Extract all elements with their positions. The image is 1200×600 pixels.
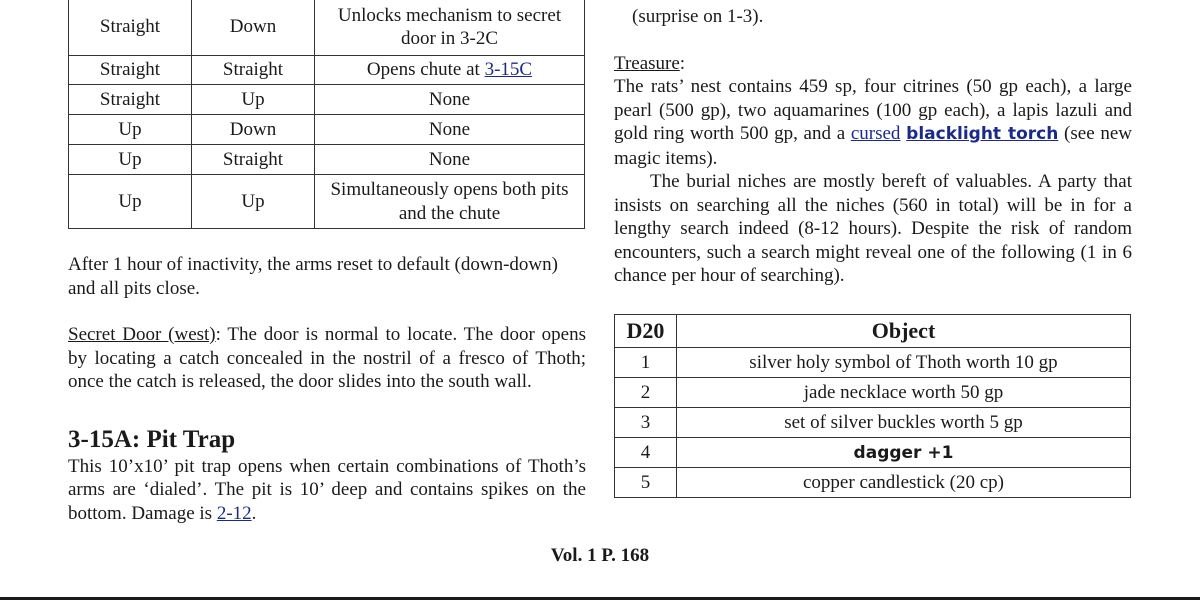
arm2-cell: Up <box>192 175 315 229</box>
object-cell-magic-item: dagger +1 <box>677 438 1131 468</box>
reset-paragraph: After 1 hour of inactivity, the arms reset to default (down-down) and all pits close. <box>68 254 558 299</box>
effect-cell: None <box>315 85 585 115</box>
table-row <box>615 378 1131 408</box>
arm1-cell: Up <box>69 145 192 175</box>
pit-trap-paragraph <box>68 455 586 526</box>
table-row <box>615 408 1131 438</box>
roll-cell: 5 <box>615 468 677 498</box>
object-cell: set of silver buckles worth 5 gp <box>677 408 1131 438</box>
roll-cell: 3 <box>615 408 677 438</box>
roll-cell: 4 <box>615 438 677 468</box>
pit-trap-text: This 10’x10’ pit trap opens when certain combinations of Thoth’s arms are ‘dialed’. The pit is 10’ deep and contains spikes on the bottom. Damage is <box>68 455 586 524</box>
table-row <box>69 56 585 85</box>
blacklight-torch-link[interactable]: blacklight torch <box>906 124 1059 144</box>
table-row <box>615 348 1131 378</box>
arm2-cell: Straight <box>192 145 315 175</box>
arm1-cell: Straight <box>69 56 192 85</box>
pit-trap-heading: 3-15A: Pit Trap <box>68 425 236 453</box>
object-cell: jade necklace worth 50 gp <box>677 378 1131 408</box>
table-row <box>69 145 585 175</box>
roll-cell: 2 <box>615 378 677 408</box>
arm1-cell: Straight <box>69 85 192 115</box>
table-row <box>69 175 585 229</box>
surprise-line: (surprise on 1-3). <box>632 6 764 27</box>
object-cell: silver holy symbol of Thoth worth 10 gp <box>677 348 1131 378</box>
table-row <box>69 85 585 115</box>
arm2-cell: Straight <box>192 56 315 85</box>
arm2-cell: Up <box>192 85 315 115</box>
treasure-colon: : <box>679 52 686 74</box>
table-row <box>69 0 585 56</box>
effect-cell <box>315 56 585 85</box>
room-3-15c-link[interactable]: 3-15C <box>484 59 533 81</box>
arm2-cell: Down <box>192 115 315 145</box>
effect-cell: Simultaneously opens both pits and the chute <box>315 175 585 229</box>
burial-niches-paragraph: The burial niches are mostly bereft of valuables. A party that insists on searching all the niches (560 in total) will be in for a lengthy search indeed (8-12 hours). Despite the risk of random encounters, such a search might reveal one of the following (1 in 6 chance per hour of searching). <box>614 171 1132 286</box>
object-cell: copper candlestick (20 cp) <box>677 468 1131 498</box>
effect-cell: Unlocks mechanism to secret door in 3-2C <box>315 0 585 56</box>
table-row <box>615 438 1131 468</box>
left-column-text <box>68 253 586 525</box>
treasure-text: The rats’ nest contains 459 sp, four citrines (50 gp each), a large pearl (500 gp), two aquamarines (100 gp each), a lapis lazuli and gold ring worth 500 gp, and a <box>614 76 1132 144</box>
treasure-paragraph <box>614 52 1132 171</box>
treasure-label: Treasure <box>614 52 680 74</box>
table-header-row <box>615 315 1131 348</box>
cursed-link[interactable]: cursed <box>850 123 901 144</box>
page-number: Vol. 1 P. 168 <box>550 545 650 566</box>
table-row <box>615 468 1131 498</box>
effect-cell: None <box>315 145 585 175</box>
object-header: Object <box>677 315 1131 348</box>
table-row <box>69 115 585 145</box>
effect-text: Opens chute at <box>366 59 485 81</box>
arm1-cell: Straight <box>69 0 192 56</box>
arm1-cell: Up <box>69 175 192 229</box>
pit-trap-text-end: . <box>251 502 257 524</box>
arm1-cell: Up <box>69 115 192 145</box>
d20-header: D20 <box>615 315 677 348</box>
secret-door-label: Secret Door (west) <box>68 324 216 345</box>
right-column-text <box>614 5 1132 288</box>
treasure-text-end: (see new magic items). <box>614 123 1133 169</box>
damage-dice-link[interactable]: 2-12 <box>216 502 252 524</box>
secret-door-text: : The door is normal to locate. The door opens by locating a catch concealed in the nostril of a fresco of Thoth; once the catch is released, the door slides into the south wall. <box>68 324 586 392</box>
arm2-cell: Down <box>192 0 315 56</box>
arm-combination-table <box>68 0 585 229</box>
object-table <box>614 314 1131 498</box>
roll-cell: 1 <box>615 348 677 378</box>
secret-door-paragraph <box>68 323 586 394</box>
effect-cell: None <box>315 115 585 145</box>
